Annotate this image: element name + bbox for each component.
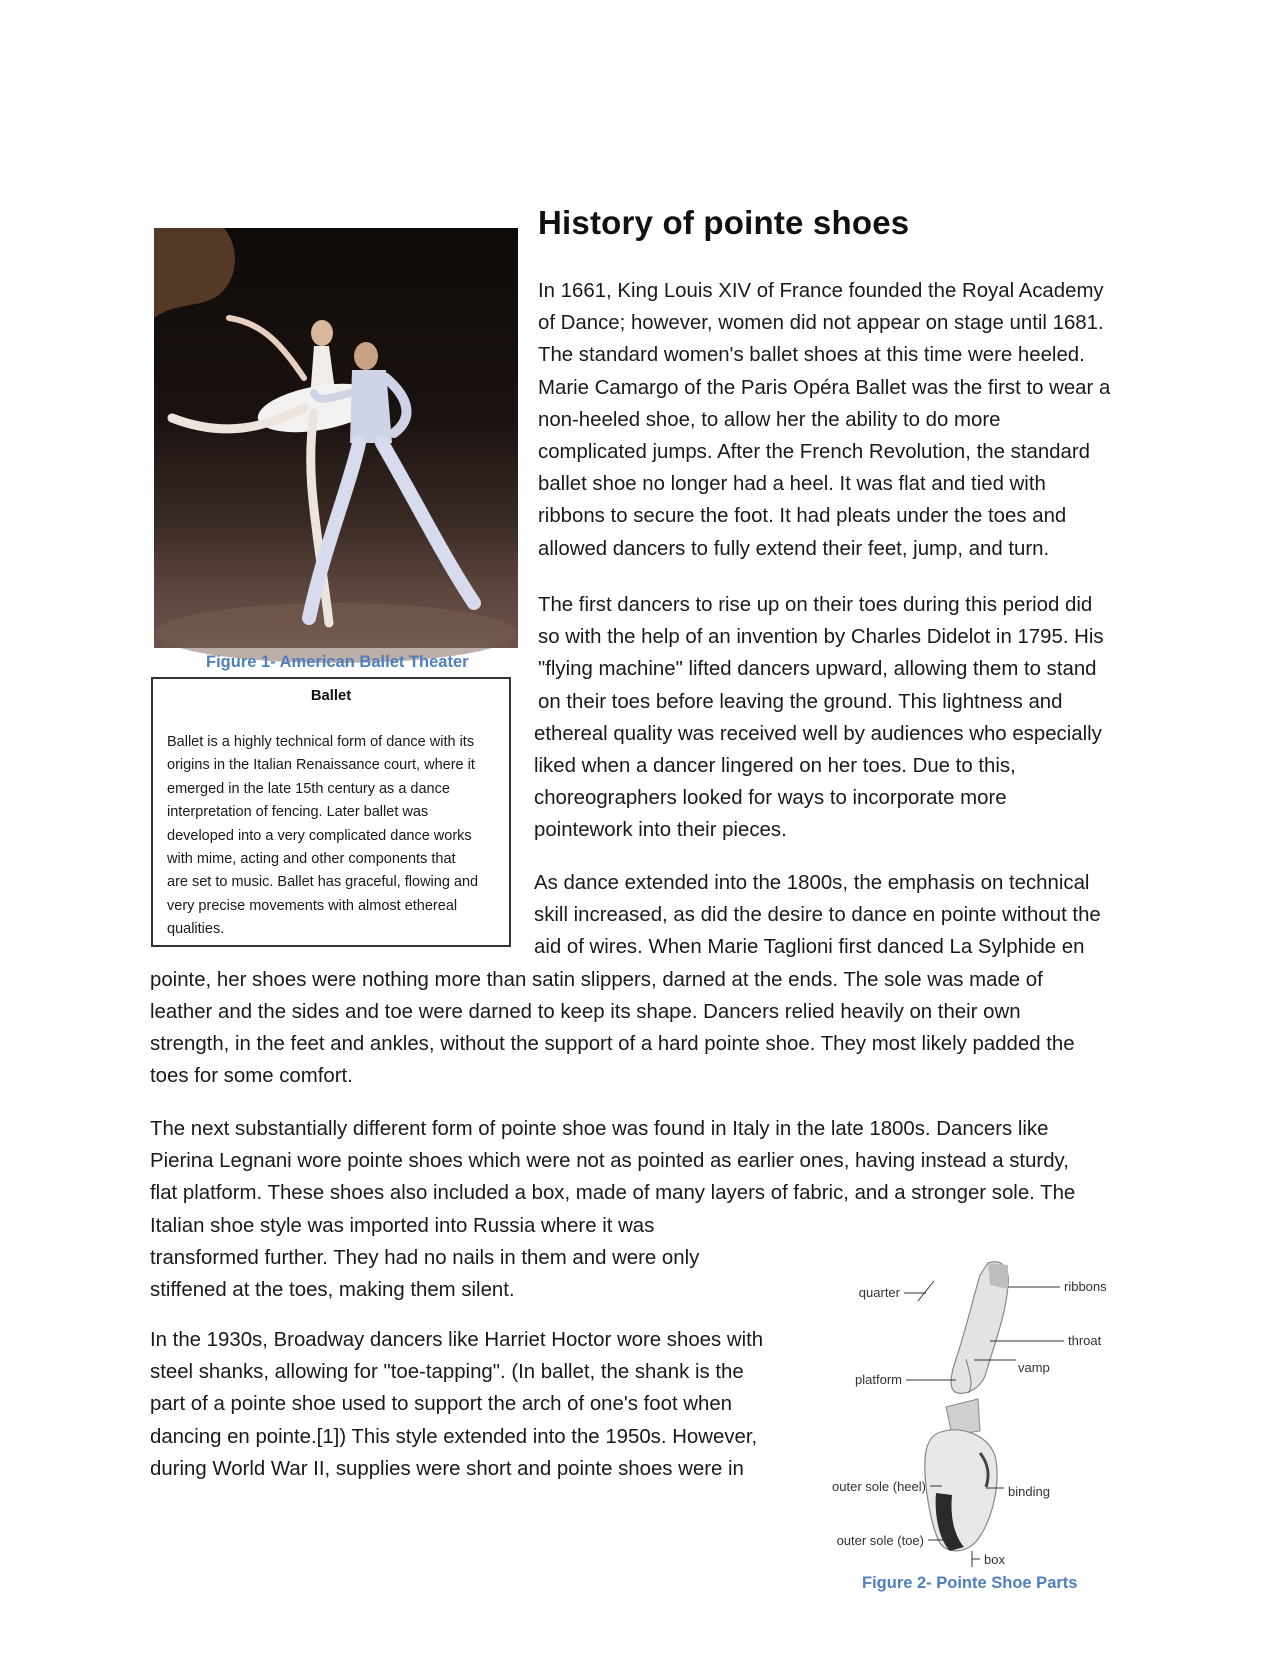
paragraph-line: of Dance; however, women did not appear on stage until 1681. <box>538 312 1104 335</box>
sidebar-line: qualities. <box>167 921 225 938</box>
page-title: History of pointe shoes <box>538 204 910 241</box>
ballet-dancers-illustration <box>154 228 518 648</box>
paragraph-line: transformed further. They had no nails in them and were only <box>150 1246 700 1269</box>
label-platform: platform <box>855 1372 902 1387</box>
label-binding: binding <box>1008 1484 1050 1499</box>
paragraph-line: ballet shoe no longer had a heel. It was flat and tied with <box>538 473 1046 496</box>
paragraph-line: so with the help of an invention by Charles Didelot in 1795. His <box>538 626 1104 649</box>
paragraph-line: The first dancers to rise up on their toes during this period did <box>538 594 1093 616</box>
label-box: box <box>984 1552 1005 1567</box>
paragraph-3 <box>150 867 1140 1092</box>
paragraph-line: part of a pointe shoe used to support the arch of one's foot when <box>150 1393 733 1416</box>
paragraph-line: during World War II, supplies were short and pointe shoes were in <box>150 1457 744 1480</box>
paragraph-line: pointe, her shoes were nothing more than satin slippers, darned at the ends. The sole was made of <box>150 968 1043 991</box>
sidebar-line: origins in the Italian Renaissance court, where it <box>167 757 475 774</box>
paragraph-line: As dance extended into the 1800s, the emphasis on technical <box>534 872 1090 894</box>
paragraph-line: on their toes before leaving the ground. This lightness and <box>538 690 1063 713</box>
sidebar-heading: Ballet <box>310 688 352 704</box>
paragraph-line: ethereal quality was received well by audiences who especially <box>534 722 1102 745</box>
paragraph-line: liked when a dancer lingered on her toes. Due to this, <box>534 755 1016 778</box>
paragraph-line: Italian shoe style was imported into Russia where it was <box>150 1214 655 1237</box>
paragraph-line: allowed dancers to fully extend their feet, jump, and turn. <box>538 537 1050 560</box>
paragraph-line: stiffened at the toes, making them silent. <box>150 1279 515 1302</box>
label-vamp: vamp <box>1018 1360 1050 1375</box>
sidebar-line: with mime, acting and other components that <box>167 851 456 868</box>
paragraph-line: flat platform. These shoes also included a box, made of many layers of fabric, and a stronger sole. The <box>150 1182 1076 1205</box>
paragraph-line: skill increased, as did the desire to dance en pointe without the <box>534 904 1101 927</box>
paragraph-line: strength, in the feet and ankles, without the support of a hard pointe shoe. They most likely padded the <box>150 1033 1075 1056</box>
paragraph-line: pointework into their pieces. <box>534 819 787 842</box>
paragraph-1 <box>538 275 1138 565</box>
sidebar-line: interpretation of fencing. Later ballet was <box>167 804 429 821</box>
paragraph-line: toes for some comfort. <box>150 1065 353 1088</box>
sidebar-line: Ballet is a highly technical form of dance with its <box>167 734 475 750</box>
sidebar-line: emerged in the late 15th century as a dance <box>167 780 450 797</box>
paragraph-line: In the 1930s, Broadway dancers like Harriet Hoctor wore shoes with <box>150 1329 764 1351</box>
paragraph-line: leather and the sides and toe were darned to keep its shape. Dancers relied heavily on their own <box>150 1000 1021 1023</box>
paragraph-2 <box>534 589 1138 847</box>
figure-1-caption: Figure 1- American Ballet Theater <box>206 653 469 671</box>
label-outer-sole-heel: outer sole (heel) <box>832 1479 926 1494</box>
paragraph-line: aid of wires. When Marie Taglioni first danced La Sylphide en <box>534 936 1085 959</box>
paragraph-line: In 1661, King Louis XIV of France founded the Royal Academy <box>538 280 1104 302</box>
paragraph-line: The next substantially different form of pointe shoe was found in Italy in the late 1800s. Dancers like <box>150 1118 1049 1140</box>
pointe-shoe-diagram <box>818 1255 1107 1571</box>
sidebar-line: very precise movements with almost ethereal <box>167 897 458 914</box>
paragraph-line: "flying machine" lifted dancers upward, allowing them to stand <box>538 658 1097 681</box>
label-throat: throat <box>1068 1333 1102 1348</box>
label-quarter: quarter <box>858 1285 900 1300</box>
paragraph-line: steel shanks, allowing for "toe-tapping". (In ballet, the shank is the <box>150 1361 744 1384</box>
paragraph-line: Marie Camargo of the Paris Opéra Ballet was the first to wear a <box>538 376 1111 399</box>
label-outer-sole-toe: outer sole (toe) <box>836 1533 924 1548</box>
paragraph-line: Pierina Legnani wore pointe shoes which were not as pointed as earlier ones, having instead a sturdy, <box>150 1150 1069 1173</box>
figure-2-caption: Figure 2- Pointe Shoe Parts <box>862 1574 1078 1592</box>
ballet-photo <box>154 228 518 648</box>
paragraph-line: The standard women's ballet shoes at this time were heeled. <box>538 344 1085 367</box>
sidebar-line: are set to music. Ballet has graceful, flowing and <box>167 874 479 891</box>
paragraph-5 <box>150 1324 800 1485</box>
paragraph-line: non-heeled shoe, to allow her the ability to do more <box>538 408 1001 431</box>
paragraph-line: dancing en pointe.[1]) This style extended into the 1950s. However, <box>150 1425 758 1448</box>
paragraph-line: ribbons to secure the foot. It had pleats under the toes and <box>538 505 1067 528</box>
paragraph-line: choreographers looked for ways to incorporate more <box>534 787 1007 810</box>
paragraph-line: complicated jumps. After the French Revolution, the standard <box>538 441 1090 464</box>
label-ribbons: ribbons <box>1064 1279 1107 1294</box>
sidebar-line: developed into a very complicated dance works <box>167 827 472 844</box>
